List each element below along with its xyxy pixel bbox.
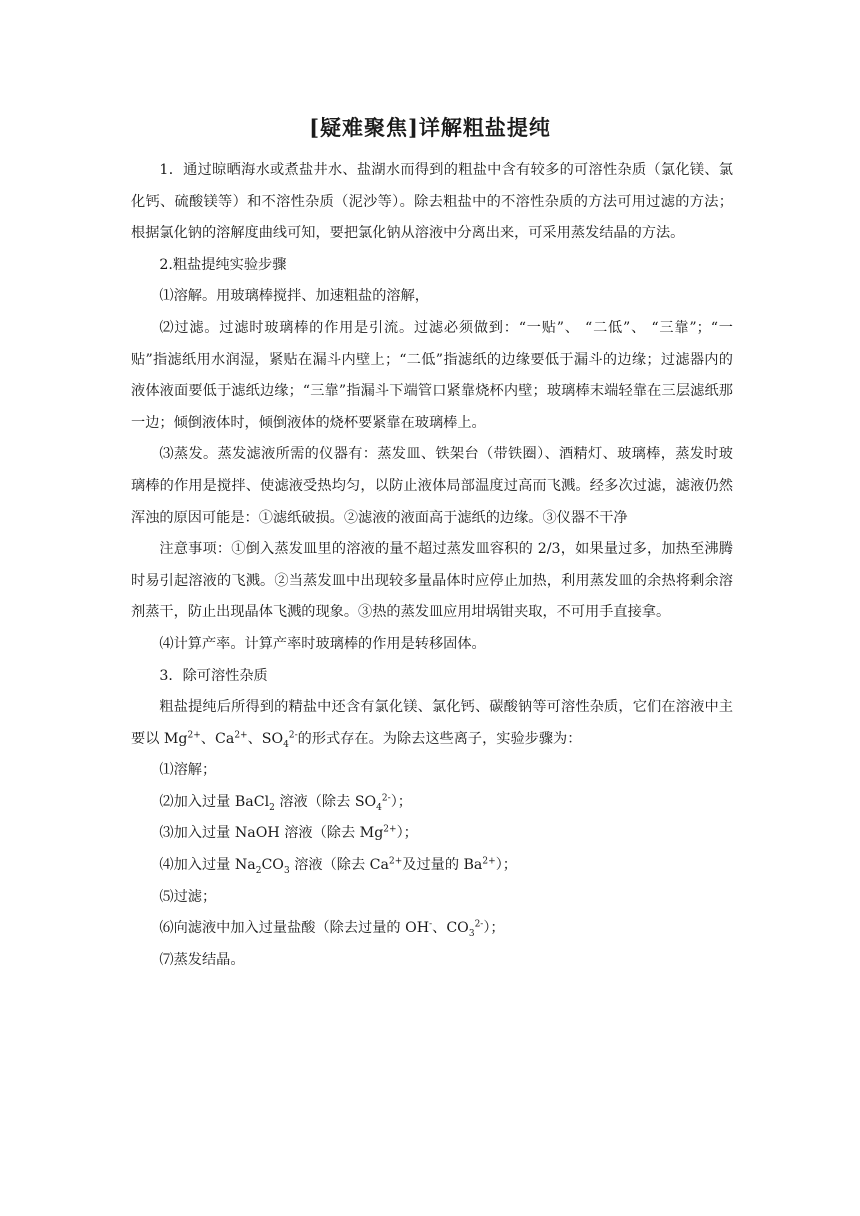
paragraph-evaporate: ⑶蒸发。蒸发滤液所需的仪器有：蒸发皿、铁架台（带铁圈）、酒精灯、玻璃棒，蒸发时玻璃棒的作用是搅拌、使滤液受热均匀，以防止液体局部温度过高而飞溅。经多次过滤，滤液仍然浑浊的原因可能是：①滤纸破损。②滤液的液面高于滤纸的边缘。③仪器不干净: [131, 446, 733, 526]
paragraph-yield: ⑷计算产率。计算产率时玻璃棒的作用是转移固体。: [159, 635, 486, 652]
paragraph-soluble-heading: 3．除可溶性杂质: [159, 667, 268, 684]
step-1: ⑴溶解；: [159, 762, 217, 779]
step-2: ⑵加入过量 BaCl$_2$ 溶液（除去 $SO_4^{2-}$）；: [159, 793, 412, 813]
step-3: ⑶加入过量 NaOH 溶液（除去 $Mg^{2+}$）；: [159, 824, 418, 842]
paragraph-ions: 粗盐提纯后所得到的精盐中还含有氯化镁、氯化钙、碳酸钠等可溶性杂质，它们在溶液中主要以 $Mg^{2+}$、$Ca^{2+}$、$SO_4^{2-}$的形式存在。为除去这些离子，实验步骤为：: [131, 699, 733, 750]
step-6: ⑹向滤液中加入过量盐酸（除去过量的 OH-、$CO_3^{2-}$）；: [159, 919, 505, 940]
paragraph-notes: 注意事项：①倒入蒸发皿里的溶液的量不超过蒸发皿容积的 2/3，如果量过多，加热至沸腾时易引起溶液的飞溅。②当蒸发皿中出现较多量晶体时应停止加热，利用蒸发皿的余热将剩余溶剂蒸干，防止出现晶体飞溅的现象。③热的蒸发皿应用坩埚钳夹取，不可用手直接拿。: [131, 541, 733, 621]
paragraph-dissolve: ⑴溶解。用玻璃棒搅拌、加速粗盐的溶解，: [159, 288, 429, 305]
paragraph-intro: 1．通过晾晒海水或煮盐井水、盐湖水而得到的粗盐中含有较多的可溶性杂质（氯化镁、氯化钙、硫酸镁等）和不溶性杂质（泥沙等）。除去粗盐中的不溶性杂质的方法可用过滤的方法；根据氯化钠的溶解度曲线可知，要把氯化钠从溶液中分离出来，可采用蒸发结晶的方法。: [131, 162, 733, 242]
paragraph-filter: ⑵过滤。过滤时玻璃棒的作用是引流。过滤必须做到：“一贴”、 “二低”、 “三靠”；“一贴”指滤纸用水润湿，紧贴在漏斗内壁上；“二低”指滤纸的边缘要低于漏斗的边缘；过滤器内的液体液面要低于滤纸边缘；“三靠”指漏斗下端管口紧靠烧杯内壁；玻璃棒末端轻靠在三层滤纸那一边；倾倒液体时，倾倒液体的烧杯要紧靠在玻璃棒上。: [131, 319, 733, 431]
document-body: [131, 155, 733, 976]
paragraph-steps-heading: 2.粗盐提纯实验步骤: [159, 256, 287, 273]
document-title: [疑难聚焦]详解粗盐提纯: [309, 115, 551, 140]
step-7: ⑺蒸发结晶。: [159, 951, 245, 968]
step-4: ⑷加入过量 $Na_2CO_3$ 溶液（除去 $Ca^{2+}$及过量的 $Ba^{2+}$）；: [159, 856, 517, 876]
step-5: ⑸过滤；: [159, 888, 217, 905]
